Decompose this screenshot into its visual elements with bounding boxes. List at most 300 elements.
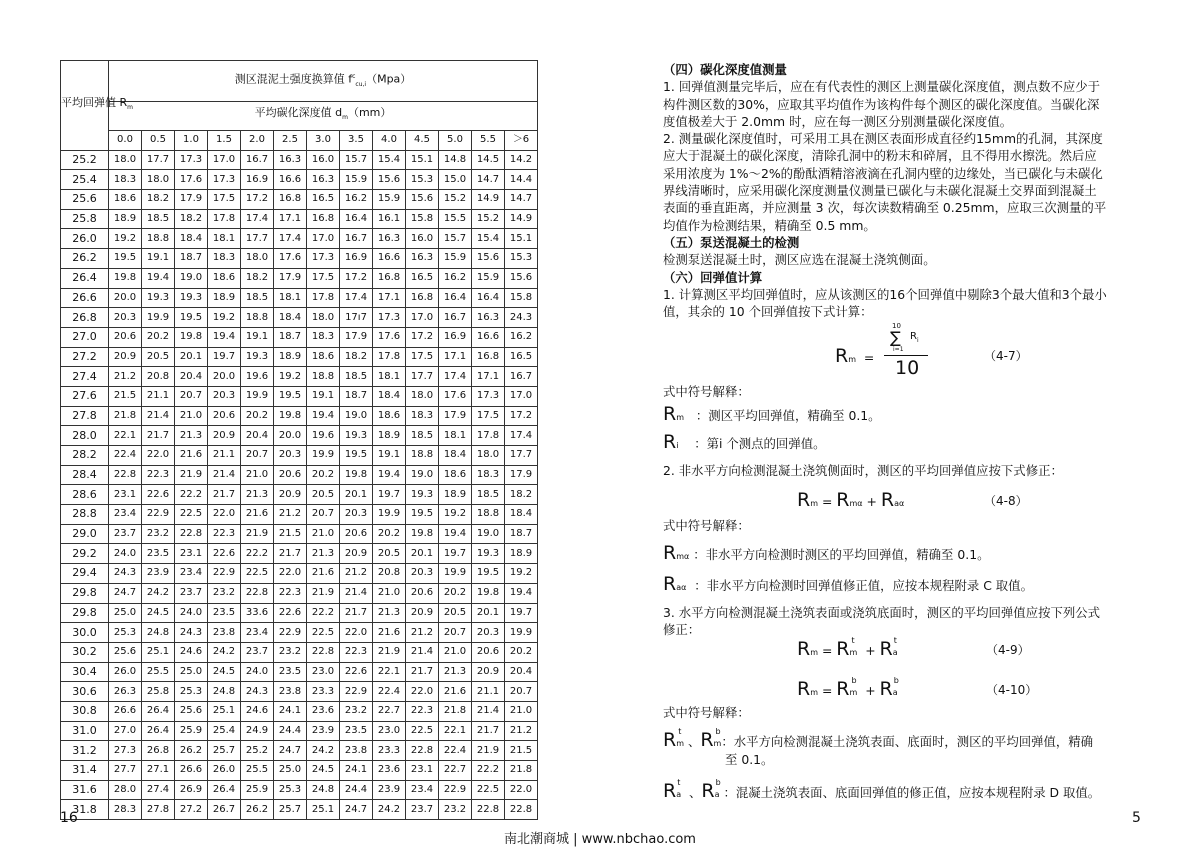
column-header-depth: 4.0 bbox=[373, 131, 406, 151]
column-header-depth: 2.5 bbox=[274, 131, 307, 151]
rebound-value-cell: 26.8 bbox=[61, 308, 109, 328]
rebound-value-cell: 26.2 bbox=[61, 249, 109, 269]
strength-value-cell: 17.4 bbox=[505, 426, 538, 446]
table-row bbox=[61, 308, 538, 328]
strength-value-cell: 17.9 bbox=[274, 268, 307, 288]
strength-value-cell: 22.2 bbox=[175, 485, 208, 505]
table-row bbox=[61, 623, 538, 643]
strength-value-cell: 24.4 bbox=[340, 780, 373, 800]
paragraph-line: 界线清晰时，应采用碳化深度测量仪测量已碳化与未碳化混凝土交界面到混凝土 bbox=[663, 183, 1097, 199]
strength-value-cell: 19.3 bbox=[406, 485, 439, 505]
strength-value-cell: 21.9 bbox=[472, 741, 505, 761]
strength-value-cell: 21.2 bbox=[340, 564, 373, 584]
strength-value-cell: 17.5 bbox=[406, 347, 439, 367]
strength-value-cell: 16.0 bbox=[307, 150, 340, 170]
paragraph-line: 1. 回弹值测量完毕后，应在有代表性的测区上测量碳化深度值，测点数不应少于 bbox=[663, 79, 1101, 95]
section-heading: （四）碳化深度值测量 bbox=[663, 62, 787, 77]
strength-value-cell: 19.8 bbox=[109, 268, 142, 288]
table-row bbox=[61, 564, 538, 584]
strength-value-cell: 22.9 bbox=[340, 682, 373, 702]
strength-value-cell: 19.8 bbox=[175, 327, 208, 347]
strength-value-cell: 20.9 bbox=[406, 603, 439, 623]
strength-value-cell: 17.7 bbox=[505, 446, 538, 466]
strength-value-cell: 16.6 bbox=[274, 170, 307, 190]
strength-value-cell: 27.7 bbox=[109, 761, 142, 781]
table-row bbox=[61, 800, 538, 820]
strength-value-cell: 23.9 bbox=[307, 721, 340, 741]
table-row bbox=[61, 327, 538, 347]
strength-value-cell: 22.8 bbox=[109, 465, 142, 485]
strength-value-cell: 17.6 bbox=[373, 327, 406, 347]
strength-value-cell: 21.4 bbox=[406, 642, 439, 662]
strength-value-cell: 17.1 bbox=[274, 209, 307, 229]
strength-value-cell: 17.7 bbox=[142, 150, 175, 170]
strength-value-cell: 16.2 bbox=[340, 190, 373, 210]
strength-value-cell: 17.9 bbox=[340, 327, 373, 347]
strength-value-cell: 24.7 bbox=[340, 800, 373, 820]
strength-value-cell: 19.0 bbox=[406, 465, 439, 485]
strength-value-cell: 15.2 bbox=[472, 209, 505, 229]
column-header-depth: 2.0 bbox=[241, 131, 274, 151]
strength-value-cell: 25.7 bbox=[274, 800, 307, 820]
strength-value-cell: 16.1 bbox=[373, 209, 406, 229]
strength-value-cell: 18.3 bbox=[406, 406, 439, 426]
table-row bbox=[61, 780, 538, 800]
strength-value-cell: 21.6 bbox=[307, 564, 340, 584]
rebound-value-cell: 29.4 bbox=[61, 564, 109, 584]
strength-value-cell: 20.9 bbox=[340, 544, 373, 564]
strength-value-cell: 21.3 bbox=[175, 426, 208, 446]
strength-value-cell: 22.1 bbox=[109, 426, 142, 446]
strength-value-cell: 21.4 bbox=[208, 465, 241, 485]
strength-value-cell: 22.3 bbox=[274, 583, 307, 603]
strength-value-cell: 23.8 bbox=[274, 682, 307, 702]
strength-value-cell: 20.4 bbox=[241, 426, 274, 446]
strength-value-cell: 23.7 bbox=[175, 583, 208, 603]
strength-value-cell: 20.2 bbox=[241, 406, 274, 426]
strength-value-cell: 15.2 bbox=[439, 190, 472, 210]
strength-value-cell: 18.1 bbox=[208, 229, 241, 249]
strength-value-cell: 16.3 bbox=[406, 249, 439, 269]
strength-value-cell: 15.8 bbox=[406, 209, 439, 229]
strength-value-cell: 21.2 bbox=[406, 623, 439, 643]
strength-value-cell: 22.9 bbox=[208, 564, 241, 584]
strength-value-cell: 21.0 bbox=[373, 583, 406, 603]
strength-value-cell: 14.7 bbox=[505, 190, 538, 210]
strength-value-cell: 19.8 bbox=[340, 465, 373, 485]
strength-value-cell: 17.3 bbox=[472, 386, 505, 406]
strength-value-cell: 16.9 bbox=[241, 170, 274, 190]
column-header-depth: 3.0 bbox=[307, 131, 340, 151]
strength-value-cell: 20.7 bbox=[439, 623, 472, 643]
equation-number-4-10: （4-10） bbox=[986, 683, 1038, 697]
strength-value-cell: 20.4 bbox=[175, 367, 208, 387]
strength-value-cell: 23.9 bbox=[373, 780, 406, 800]
strength-value-cell: 22.5 bbox=[241, 564, 274, 584]
strength-value-cell: 18.9 bbox=[439, 485, 472, 505]
column-header-row bbox=[61, 131, 538, 151]
strength-value-cell: 23.9 bbox=[142, 564, 175, 584]
strength-value-cell: 17.4 bbox=[439, 367, 472, 387]
strength-value-cell: 18.9 bbox=[208, 288, 241, 308]
strength-value-cell: 23.2 bbox=[274, 642, 307, 662]
strength-value-cell: 22.0 bbox=[142, 446, 175, 466]
strength-value-cell: 25.3 bbox=[274, 780, 307, 800]
strength-value-cell: 20.6 bbox=[109, 327, 142, 347]
strength-value-cell: 15.8 bbox=[505, 288, 538, 308]
column-header-depth: 0.5 bbox=[142, 131, 175, 151]
table-row bbox=[61, 229, 538, 249]
formula-4-9: Rm = Rm t + Ra t bbox=[797, 636, 898, 660]
strength-value-cell: 24.5 bbox=[142, 603, 175, 623]
strength-value-cell: 27.1 bbox=[142, 761, 175, 781]
strength-value-cell: 22.4 bbox=[373, 682, 406, 702]
equation-number-4-9: （4-9） bbox=[986, 643, 1030, 657]
rebound-value-cell: 30.6 bbox=[61, 682, 109, 702]
strength-value-cell: 20.6 bbox=[274, 465, 307, 485]
rebound-value-cell: 30.2 bbox=[61, 642, 109, 662]
rebound-value-cell: 30.8 bbox=[61, 701, 109, 721]
strength-value-cell: 21.2 bbox=[274, 505, 307, 525]
strength-value-cell: 23.5 bbox=[274, 662, 307, 682]
strength-value-cell: 21.0 bbox=[175, 406, 208, 426]
strength-value-cell: 21.7 bbox=[406, 662, 439, 682]
strength-value-cell: 17.3 bbox=[208, 170, 241, 190]
rta-rba-definition: Ra t 、Ra b ：混凝土浇筑表面、底面回弹值的修正值，应按本规程附录 D 取值。 bbox=[663, 778, 1101, 802]
strength-value-cell: 22.3 bbox=[406, 701, 439, 721]
column-header-depth: 5.0 bbox=[439, 131, 472, 151]
strength-value-cell: 16.8 bbox=[472, 347, 505, 367]
strength-value-cell: 18.6 bbox=[109, 190, 142, 210]
strength-value-cell: 19.7 bbox=[439, 544, 472, 564]
strength-value-cell: 17.0 bbox=[505, 386, 538, 406]
strength-value-cell: 21.3 bbox=[373, 603, 406, 623]
strength-value-cell: 18.8 bbox=[406, 446, 439, 466]
strength-value-cell: 15.9 bbox=[439, 249, 472, 269]
strength-value-cell: 26.0 bbox=[208, 761, 241, 781]
strength-value-cell: 16.3 bbox=[472, 308, 505, 328]
strength-value-cell: 17.3 bbox=[373, 308, 406, 328]
strength-value-cell: 20.8 bbox=[373, 564, 406, 584]
strength-value-cell: 20.2 bbox=[142, 327, 175, 347]
strength-value-cell: 17.7 bbox=[406, 367, 439, 387]
strength-value-cell: 18.7 bbox=[340, 386, 373, 406]
strength-value-cell: 21.1 bbox=[208, 446, 241, 466]
strength-value-cell: 24.0 bbox=[241, 662, 274, 682]
symbols-label-2: 式中符号解释： bbox=[663, 518, 750, 533]
strength-value-cell: 25.0 bbox=[109, 603, 142, 623]
header-rebound-value: 平均回弹值 $R_m$ bbox=[61, 61, 109, 151]
strength-conversion-table bbox=[60, 60, 538, 820]
strength-value-cell: 25.1 bbox=[142, 642, 175, 662]
strength-value-cell: 17.1 bbox=[373, 288, 406, 308]
strength-value-cell: 16.7 bbox=[439, 308, 472, 328]
strength-value-cell: 22.1 bbox=[373, 662, 406, 682]
rebound-value-cell: 31.8 bbox=[61, 800, 109, 820]
sum-lower-limit: i=1 bbox=[893, 346, 904, 353]
strength-value-cell: 24.1 bbox=[274, 701, 307, 721]
strength-value-cell: 18.9 bbox=[505, 544, 538, 564]
strength-value-cell: 15.4 bbox=[472, 229, 505, 249]
strength-value-cell: 19.4 bbox=[373, 465, 406, 485]
strength-value-cell: 25.1 bbox=[307, 800, 340, 820]
column-header-depth: 5.5 bbox=[472, 131, 505, 151]
strength-value-cell: 18.5 bbox=[406, 426, 439, 446]
column-header-depth: 1.5 bbox=[208, 131, 241, 151]
strength-value-cell: 25.6 bbox=[175, 701, 208, 721]
strength-value-cell: 19.2 bbox=[208, 308, 241, 328]
table-row bbox=[61, 465, 538, 485]
strength-value-cell: 19.3 bbox=[241, 347, 274, 367]
strength-value-cell: 19.3 bbox=[142, 288, 175, 308]
strength-value-cell: 18.0 bbox=[142, 170, 175, 190]
strength-value-cell: 22.0 bbox=[208, 505, 241, 525]
rebound-value-cell: 25.8 bbox=[61, 209, 109, 229]
table-row bbox=[61, 367, 538, 387]
strength-value-cell: 16.8 bbox=[307, 209, 340, 229]
raa-definition: Raα ：非水平方向检测时回弹值修正值，应按本规程附录 C 取值。 bbox=[663, 573, 1033, 595]
strength-value-cell: 15.7 bbox=[340, 150, 373, 170]
strength-value-cell: 16.8 bbox=[373, 268, 406, 288]
column-header-depth: ＞6 bbox=[505, 131, 538, 151]
strength-value-cell: 15.6 bbox=[472, 249, 505, 269]
strength-value-cell: 26.2 bbox=[241, 800, 274, 820]
strength-value-cell: 19.8 bbox=[472, 583, 505, 603]
strength-value-cell: 23.3 bbox=[373, 741, 406, 761]
strength-value-cell: 25.2 bbox=[241, 741, 274, 761]
strength-value-cell: 18.5 bbox=[142, 209, 175, 229]
paragraph-line: 构件测区数的30%，应取其平均值作为该构件每个测区的碳化深度值。当碳化深 bbox=[663, 96, 1100, 112]
strength-value-cell: 24.3 bbox=[175, 623, 208, 643]
strength-value-cell: 17.5 bbox=[472, 406, 505, 426]
strength-value-cell: 16.7 bbox=[241, 150, 274, 170]
strength-value-cell: 16.5 bbox=[307, 190, 340, 210]
strength-value-cell: 22.3 bbox=[340, 642, 373, 662]
strength-value-cell: 19.9 bbox=[505, 623, 538, 643]
strength-value-cell: 17.2 bbox=[241, 190, 274, 210]
strength-value-cell: 21.3 bbox=[241, 485, 274, 505]
strength-value-cell: 19.6 bbox=[307, 426, 340, 446]
rebound-value-cell: 30.4 bbox=[61, 662, 109, 682]
strength-value-cell: 17.2 bbox=[340, 268, 373, 288]
strength-value-cell: 22.8 bbox=[307, 642, 340, 662]
strength-value-cell: 15.7 bbox=[439, 229, 472, 249]
strength-value-cell: 17.8 bbox=[208, 209, 241, 229]
strength-value-cell: 21.2 bbox=[505, 721, 538, 741]
strength-value-cell: 18.4 bbox=[175, 229, 208, 249]
strength-value-cell: 23.4 bbox=[109, 505, 142, 525]
strength-value-cell: 21.3 bbox=[439, 662, 472, 682]
strength-value-cell: 21.5 bbox=[274, 524, 307, 544]
strength-value-cell: 15.5 bbox=[439, 209, 472, 229]
strength-value-cell: 14.5 bbox=[472, 150, 505, 170]
strength-value-cell: 21.9 bbox=[241, 524, 274, 544]
rebound-value-cell: 27.0 bbox=[61, 327, 109, 347]
strength-value-cell: 19.7 bbox=[208, 347, 241, 367]
strength-value-cell: 20.3 bbox=[274, 446, 307, 466]
strength-value-cell: 23.7 bbox=[109, 524, 142, 544]
strength-value-cell: 27.3 bbox=[109, 741, 142, 761]
strength-value-cell: 18.9 bbox=[373, 426, 406, 446]
strength-value-cell: 19.9 bbox=[373, 505, 406, 525]
strength-value-cell: 21.0 bbox=[307, 524, 340, 544]
rebound-value-cell: 26.0 bbox=[61, 229, 109, 249]
strength-value-cell: 26.9 bbox=[175, 780, 208, 800]
strength-value-cell: 28.0 bbox=[109, 780, 142, 800]
strength-value-cell: 20.7 bbox=[307, 505, 340, 525]
left-page-number: 16 bbox=[60, 810, 78, 826]
strength-value-cell: 24.6 bbox=[175, 642, 208, 662]
strength-value-cell: 21.7 bbox=[208, 485, 241, 505]
strength-value-cell: 21.4 bbox=[142, 406, 175, 426]
rebound-value-cell: 25.2 bbox=[61, 150, 109, 170]
strength-value-cell: 20.4 bbox=[505, 662, 538, 682]
strength-value-cell: 19.5 bbox=[472, 564, 505, 584]
strength-value-cell: 23.2 bbox=[439, 800, 472, 820]
rebound-value-cell: 28.2 bbox=[61, 446, 109, 466]
strength-value-cell: 18.6 bbox=[208, 268, 241, 288]
strength-value-cell: 19.1 bbox=[307, 386, 340, 406]
strength-value-cell: 21.0 bbox=[505, 701, 538, 721]
paragraph-line: 应大于混凝土的碳化深度，清除孔洞中的粉末和碎屑，且不得用水擦洗。然后应 bbox=[663, 148, 1097, 164]
strength-value-cell: 18.2 bbox=[505, 485, 538, 505]
strength-value-cell: 19.3 bbox=[175, 288, 208, 308]
table-row bbox=[61, 642, 538, 662]
strength-value-cell: 18.7 bbox=[175, 249, 208, 269]
strength-value-cell: 22.5 bbox=[307, 623, 340, 643]
strength-value-cell: 17.9 bbox=[439, 406, 472, 426]
strength-value-cell: 17.9 bbox=[505, 465, 538, 485]
strength-value-cell: 25.4 bbox=[208, 721, 241, 741]
strength-value-cell: 20.1 bbox=[472, 603, 505, 623]
strength-value-cell: 20.5 bbox=[439, 603, 472, 623]
rma-definition: Rmα ：非水平方向检测时测区的平均回弹值，精确至 0.1。 bbox=[663, 542, 990, 564]
table-row bbox=[61, 209, 538, 229]
strength-value-cell: 25.8 bbox=[142, 682, 175, 702]
strength-value-cell: 24.5 bbox=[307, 761, 340, 781]
paragraph-line: 检测泵送混凝土时，测区应选在混凝土浇筑侧面。 bbox=[663, 252, 936, 268]
rebound-value-cell: 28.8 bbox=[61, 505, 109, 525]
paragraph-line: 度值极差大于 2.0mm 时，应在每一测区分别测量碳化深度值。 bbox=[663, 113, 1013, 129]
strength-value-cell: 25.5 bbox=[241, 761, 274, 781]
strength-value-cell: 16.5 bbox=[505, 347, 538, 367]
strength-value-cell: 22.2 bbox=[241, 544, 274, 564]
rebound-value-cell: 30.0 bbox=[61, 623, 109, 643]
strength-value-cell: 18.0 bbox=[241, 249, 274, 269]
formula-4-8: Rm = Rmα + Raα bbox=[797, 489, 905, 511]
strength-value-cell: 18.0 bbox=[472, 446, 505, 466]
formula-4-7-lhs: Rm = bbox=[835, 345, 875, 367]
header-strength-title: 测区混泥土强度换算值 $f^c_{cu,i}(Mpa)$ bbox=[109, 61, 538, 102]
strength-value-cell: 23.4 bbox=[406, 780, 439, 800]
strength-value-cell: 21.2 bbox=[109, 367, 142, 387]
column-header-depth: 0.0 bbox=[109, 131, 142, 151]
strength-value-cell: 17.0 bbox=[208, 150, 241, 170]
strength-value-cell: 17.2 bbox=[505, 406, 538, 426]
strength-value-cell: 23.4 bbox=[241, 623, 274, 643]
strength-value-cell: 20.9 bbox=[109, 347, 142, 367]
strength-value-cell: 18.4 bbox=[274, 308, 307, 328]
strength-value-cell: 23.3 bbox=[307, 682, 340, 702]
strength-value-cell: 24.0 bbox=[175, 603, 208, 623]
strength-value-cell: 20.2 bbox=[307, 465, 340, 485]
strength-value-cell: 19.3 bbox=[340, 426, 373, 446]
strength-value-cell: 23.1 bbox=[109, 485, 142, 505]
strength-value-cell: 19.9 bbox=[142, 308, 175, 328]
rebound-value-cell: 31.6 bbox=[61, 780, 109, 800]
strength-value-cell: 18.0 bbox=[307, 308, 340, 328]
strength-value-cell: 20.9 bbox=[274, 485, 307, 505]
strength-value-cell: 27.8 bbox=[142, 800, 175, 820]
strength-value-cell: 17.2 bbox=[406, 327, 439, 347]
strength-value-cell: 19.9 bbox=[307, 446, 340, 466]
strength-value-cell: 23.8 bbox=[208, 623, 241, 643]
strength-value-cell: 25.1 bbox=[208, 701, 241, 721]
table-row bbox=[61, 150, 538, 170]
strength-value-cell: 24.8 bbox=[142, 623, 175, 643]
table-row bbox=[61, 426, 538, 446]
table-row bbox=[61, 406, 538, 426]
strength-value-cell: 24.2 bbox=[373, 800, 406, 820]
strength-value-cell: 17.8 bbox=[373, 347, 406, 367]
table-row bbox=[61, 761, 538, 781]
strength-value-cell: 24.2 bbox=[307, 741, 340, 761]
strength-value-cell: 16.0 bbox=[406, 229, 439, 249]
strength-value-cell: 18.1 bbox=[439, 426, 472, 446]
strength-value-cell: 18.3 bbox=[472, 465, 505, 485]
strength-value-cell: 16.3 bbox=[373, 229, 406, 249]
rtm-rbm-definition-cont: 至 0.1。 bbox=[725, 752, 774, 767]
rebound-value-cell: 28.4 bbox=[61, 465, 109, 485]
strength-value-cell: 22.1 bbox=[439, 721, 472, 741]
strength-value-cell: 17.5 bbox=[307, 268, 340, 288]
strength-value-cell: 21.1 bbox=[472, 682, 505, 702]
strength-value-cell: 22.9 bbox=[439, 780, 472, 800]
strength-value-cell: 15.3 bbox=[505, 249, 538, 269]
strength-value-cell: 22.0 bbox=[340, 623, 373, 643]
strength-value-cell: 23.1 bbox=[406, 761, 439, 781]
strength-value-cell: 19.1 bbox=[142, 249, 175, 269]
strength-value-cell: 17.4 bbox=[274, 229, 307, 249]
ri-definition: Ri ：第i 个测点的回弹值。 bbox=[663, 431, 826, 453]
table-row bbox=[61, 524, 538, 544]
strength-value-cell: 19.2 bbox=[274, 367, 307, 387]
strength-value-cell: 17.6 bbox=[439, 386, 472, 406]
paragraph-line: 表面的垂直距离，并应测量 3 次，每次读数精确至 0.25mm，应取三次测量的平 bbox=[663, 200, 1107, 216]
strength-value-cell: 17.9 bbox=[175, 190, 208, 210]
strength-value-cell: 16.4 bbox=[472, 288, 505, 308]
strength-value-cell: 18.5 bbox=[472, 485, 505, 505]
strength-value-cell: 19.8 bbox=[274, 406, 307, 426]
strength-value-cell: 16.4 bbox=[340, 209, 373, 229]
rebound-value-cell: 26.4 bbox=[61, 268, 109, 288]
strength-value-cell: 24.3 bbox=[109, 564, 142, 584]
strength-value-cell: 26.4 bbox=[142, 701, 175, 721]
strength-value-cell: 15.9 bbox=[340, 170, 373, 190]
strength-value-cell: 22.2 bbox=[472, 761, 505, 781]
table-row bbox=[61, 170, 538, 190]
strength-value-cell: 18.2 bbox=[241, 268, 274, 288]
strength-value-cell: 24.4 bbox=[274, 721, 307, 741]
strength-value-cell: 19.9 bbox=[439, 564, 472, 584]
table-row bbox=[61, 505, 538, 525]
strength-value-cell: 19.0 bbox=[472, 524, 505, 544]
rebound-value-cell: 27.4 bbox=[61, 367, 109, 387]
strength-value-cell: 23.0 bbox=[307, 662, 340, 682]
strength-value-cell: 15.0 bbox=[439, 170, 472, 190]
strength-value-cell: 17.1 bbox=[439, 347, 472, 367]
strength-value-cell: 22.3 bbox=[142, 465, 175, 485]
